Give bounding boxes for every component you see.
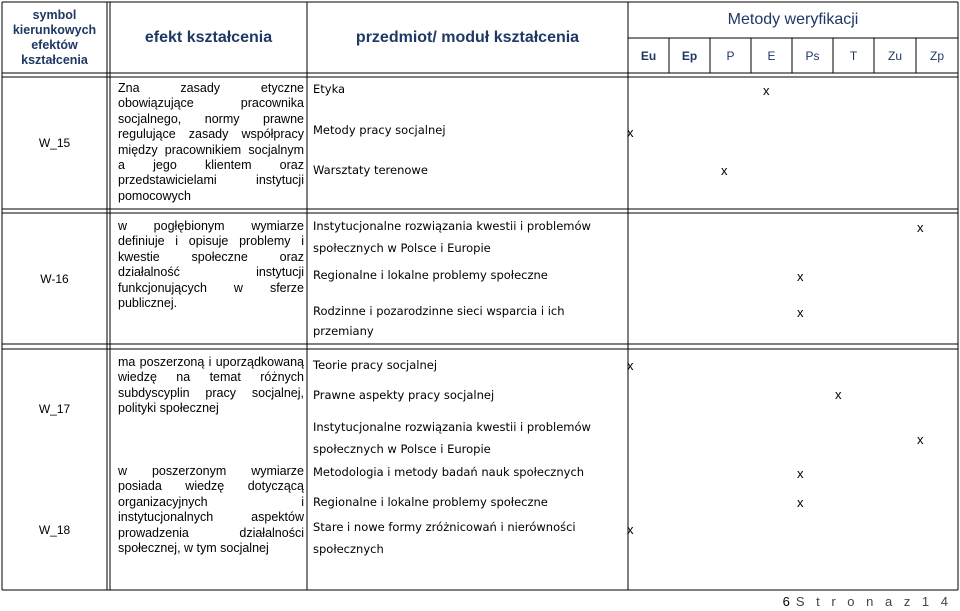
header-subject: przedmiot/ moduł kształcenia bbox=[355, 28, 580, 46]
row-code: W-16 bbox=[40, 271, 69, 286]
header-effect: efekt kształcenia bbox=[144, 28, 273, 46]
subject-name: przemiany bbox=[313, 324, 374, 338]
verification-mark: x bbox=[627, 125, 634, 140]
row-code: W_15 bbox=[38, 136, 71, 150]
verification-mark: x bbox=[721, 163, 728, 178]
verification-mark: x bbox=[797, 495, 804, 510]
row-effect-text: Zna zasady etyczne obowiązujące pracownika socjalnego, normy prawne regulujące zasady współpracy między pracownikiem socjalnym a jego klientem oraz przedstawicielami instytucji pomocowych bbox=[118, 81, 304, 203]
subject-name: społecznych w Polsce i Europie bbox=[313, 241, 491, 255]
subject-name: społecznych w Polsce i Europie bbox=[313, 442, 491, 456]
header-methods: Metody weryfikacji bbox=[727, 11, 859, 28]
subject-name: Regionalne i lokalne problemy społeczne bbox=[313, 495, 548, 509]
header-symbol: symbol kierunkowych efektów kształcenia bbox=[12, 7, 97, 67]
subject-name: społecznych bbox=[313, 542, 384, 556]
subject-name: Prawne aspekty pracy socjalnej bbox=[313, 388, 495, 402]
subject-name: Stare i nowe formy zróżnicowań i nierówności bbox=[313, 520, 576, 534]
verification-mark: x bbox=[627, 358, 634, 373]
verification-mark: x bbox=[627, 522, 634, 537]
method-col-zp: Zp bbox=[929, 48, 944, 63]
method-col-e: E bbox=[767, 48, 776, 63]
verification-mark: x bbox=[917, 220, 924, 235]
verification-mark: x bbox=[763, 83, 770, 98]
subject-name: Teorie pracy socjalnej bbox=[313, 358, 438, 372]
subject-name: Etyka bbox=[313, 82, 346, 96]
method-col-zu: Zu bbox=[887, 48, 902, 63]
subject-name: Regionalne i lokalne problemy społeczne bbox=[313, 268, 548, 282]
page-number: 6 bbox=[782, 594, 790, 609]
subject-name: Rodzinne i pozarodzinne sieci wsparcia i ich bbox=[313, 304, 565, 318]
method-col-ps: Ps bbox=[805, 48, 820, 63]
subject-name: Warsztaty terenowe bbox=[313, 163, 428, 177]
subject-name: Instytucjonalne rozwiązania kwestii i problemów bbox=[313, 420, 591, 434]
page-footer bbox=[783, 594, 952, 609]
row-effect-text: w pogłębionym wymiarze definiuje i opisuje problemy i kwestie społeczne oraz działalność instytucji funkcjonujących w sferze publicznej. bbox=[118, 219, 304, 311]
verification-mark: x bbox=[917, 432, 924, 447]
row-code: W_17 bbox=[38, 402, 71, 416]
subject-name: Metodologia i metody badań nauk społecznych bbox=[313, 465, 585, 479]
method-col-t: T bbox=[849, 48, 858, 63]
method-col-ep: Ep bbox=[681, 48, 698, 63]
subject-name: Metody pracy socjalnej bbox=[313, 123, 446, 137]
verification-mark: x bbox=[797, 269, 804, 284]
method-col-p: P bbox=[726, 48, 735, 63]
verification-mark: x bbox=[797, 305, 804, 320]
subject-name: Instytucjonalne rozwiązania kwestii i problemów bbox=[313, 219, 591, 233]
row-effect-text: w poszerzonym wymiarze posiada wiedzę dotyczącą organizacyjnych i instytucjonalnych aspektów prowadzenia działalności społecznej, w tym socjalnej bbox=[118, 464, 304, 556]
method-col-eu: Eu bbox=[640, 48, 657, 63]
row-code: W_18 bbox=[38, 522, 71, 537]
verification-mark: x bbox=[797, 466, 804, 481]
row-effect-text: ma poszerzoną i uporządkowaną wiedzę na temat różnych subdyscyplin pracy socjalnej, polityki społecznej bbox=[118, 355, 304, 416]
verification-mark: x bbox=[835, 387, 842, 402]
page-label: S t r o n a z 1 4 bbox=[795, 594, 952, 609]
